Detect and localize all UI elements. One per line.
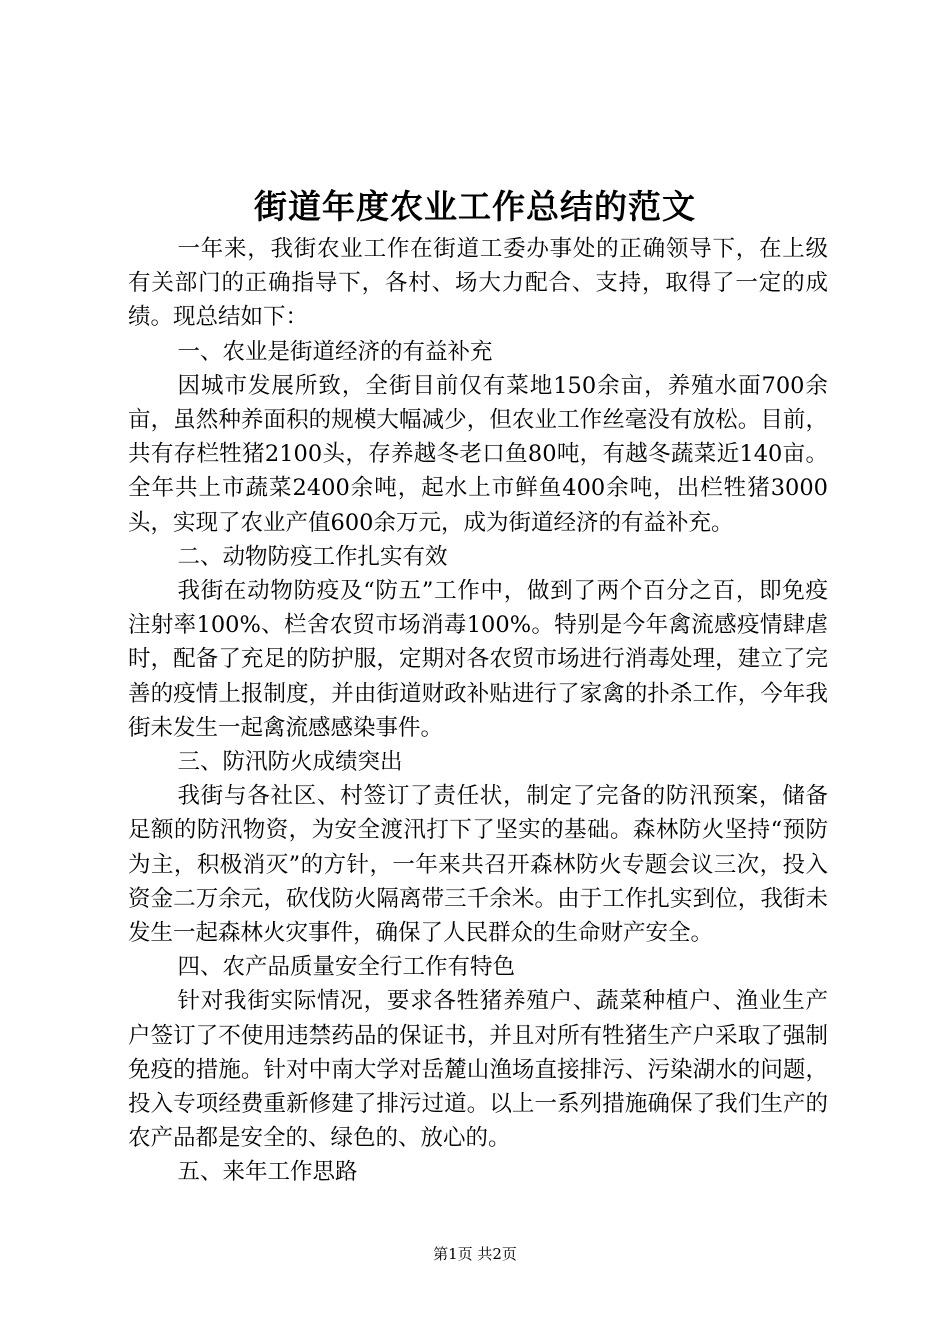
section-heading: 一、农业是街道经济的有益补充 (177, 338, 493, 365)
page-footer: 第1页 共2页 (433, 1245, 517, 1263)
paragraph: 因城市发展所致，全街目前仅有菜地150余亩，养殖水面700余亩，虽然种养面积的规模大幅减少，但农业工作丝毫没有放松。目前，共有存栏牲猪2100头，存养越冬老口鱼80吨，有越冬蔬菜近140亩。全年共上市蔬菜2400余吨，起水上市鲜鱼400余吨，出栏牲猪3000头，实现了农业产值600余万元，成为街道经济的有益补充。 (128, 372, 828, 536)
section-heading: 四、农产品质量安全行工作有特色 (177, 954, 516, 981)
document-title: 街道年度农业工作总结的范文 (254, 187, 696, 226)
section-heading: 三、防汛防火成绩突出 (177, 749, 403, 776)
section-heading: 五、来年工作思路 (177, 1159, 358, 1186)
document-body (128, 232, 828, 1190)
paragraph: 针对我街实际情况，要求各牲猪养殖户、蔬菜种植户、渔业生产户签订了不使用违禁药品的保证书，并且对所有牲猪生产户采取了强制免疫的措施。针对中南大学对岳麓山渔场直接排污、污染湖水的问题，投入专项经费重新修建了排污过道。以上一系列措施确保了我们生产的农产品都是安全的、绿色的、放心的。 (128, 988, 828, 1152)
paragraph: 我街在动物防疫及“防五”工作中，做到了两个百分之百，即免疫注射率100%、栏舍农贸市场消毒100%。特别是今年禽流感疫情肆虐时，配备了充足的防护服，定期对各农贸市场进行消毒处理，建立了完善的疫情上报制度，并由街道财政补贴进行了家禽的扑杀工作，今年我街未发生一起禽流感感染事件。 (128, 578, 828, 741)
paragraph: 一年来，我街农业工作在街道工委办事处的正确领导下，在上级有关部门的正确指导下，各村、场大力配合、支持，取得了一定的成绩。现总结如下： (128, 236, 828, 331)
paragraph: 我街与各社区、村签订了责任状，制定了完备的防汛预案，储备足额的防汛物资，为安全渡汛打下了坚实的基础。森林防火坚持“预防为主，积极消灭”的方针，一年来共召开森林防火专题会议三次，投入资金二万余元，砍伐防火隔离带三千余米。由于工作扎实到位，我街未发生一起森林火灾事件，确保了人民群众的生命财产安全。 (128, 783, 828, 947)
section-heading: 二、动物防疫工作扎实有效 (177, 543, 448, 570)
